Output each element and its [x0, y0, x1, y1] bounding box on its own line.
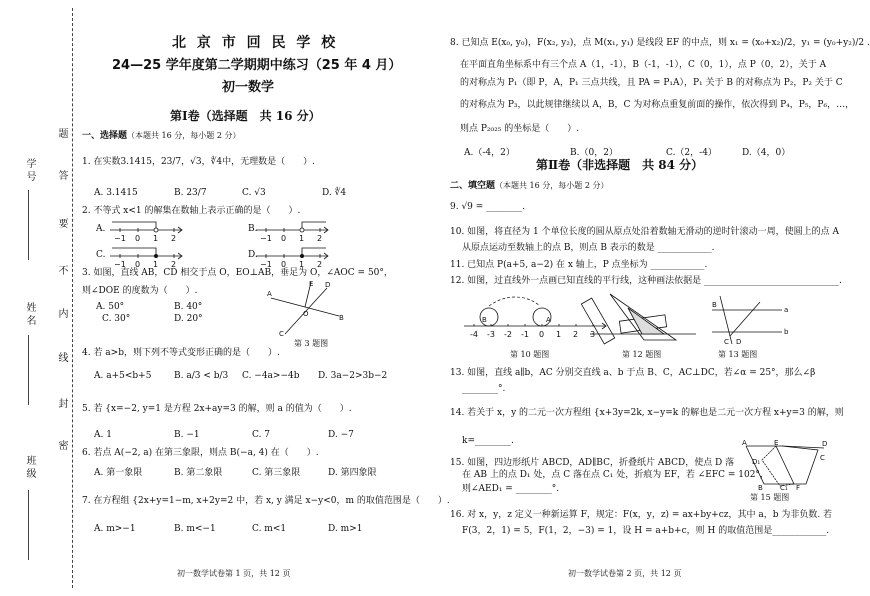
svg-text:B: B — [482, 316, 487, 324]
q2-option-b[interactable]: B. — [248, 224, 258, 234]
svg-text:−1: −1 — [260, 234, 272, 243]
svg-text:O: O — [303, 310, 309, 318]
svg-text:D: D — [822, 440, 828, 448]
q7-option-c[interactable]: C. m<1 — [252, 524, 287, 534]
q2-option-c[interactable]: C. — [96, 250, 106, 260]
svg-text:1: 1 — [299, 234, 305, 243]
seal-char: 要 — [56, 218, 67, 228]
svg-text:C: C — [279, 330, 284, 338]
svg-text:B: B — [339, 314, 344, 322]
q6-option-c[interactable]: C. 第三象限 — [252, 468, 301, 478]
q1-option-a[interactable]: A. 3.1415 — [94, 188, 138, 198]
q6-option-d[interactable]: D. 第四象限 — [328, 468, 377, 478]
svg-text:A: A — [742, 439, 747, 447]
svg-text:D: D — [736, 338, 742, 346]
subject-title: 初一数学 — [222, 80, 275, 95]
q1-option-b[interactable]: B. 23/7 — [174, 188, 207, 198]
q14-line2[interactable]: k=________. — [462, 436, 514, 446]
q15-line2: 在 AB 上的点 D₁ 处，点 C 落在点 C₁ 处，折痕为 EF，若 ∠EFC = 102°， — [462, 470, 769, 480]
q5-option-a[interactable]: A. 1 — [94, 430, 112, 440]
svg-text:C: C — [820, 454, 825, 462]
svg-text:-4: -4 — [470, 330, 478, 339]
q3-option-b[interactable]: B. 40° — [174, 302, 203, 312]
fig13-parallel-lines — [708, 292, 788, 348]
q2-stem: 2. 不等式 x<1 的解集在数轴上表示正确的是（ ）. — [82, 206, 301, 216]
page-1-footer: 初一数学试卷第 1 页，共 12 页 — [177, 569, 291, 578]
svg-text:−1: −1 — [114, 234, 126, 243]
svg-text:0: 0 — [281, 260, 287, 269]
q2-option-d[interactable]: D. — [248, 250, 258, 260]
q11[interactable]: 11. 已知点 P(a+5, a−2) 在 x 轴上，P 点坐标为 ____________. — [450, 260, 708, 270]
q2-option-a[interactable]: A. — [96, 224, 106, 234]
q5-option-c[interactable]: C. 7 — [252, 430, 271, 440]
seal-char: 答 — [56, 170, 67, 180]
q3-stem-line2: 则∠DOE 的度数为（ ）. — [82, 286, 198, 296]
q15-line1: 15. 如图，四边形纸片 ABCD，AD∥BC，折叠纸片 ABCD，使点 D 落 — [450, 458, 735, 468]
page-1 — [82, 0, 450, 596]
svg-text:A: A — [546, 316, 551, 324]
svg-text:1: 1 — [556, 330, 562, 339]
svg-text:A: A — [267, 290, 272, 298]
svg-text:-1: -1 — [521, 330, 529, 339]
q3-option-d[interactable]: D. 20° — [174, 314, 203, 324]
q8-line3: 的对称点为 P₁（即 P，A，P₁ 三点共线，且 PA = P₁A），P₁ 关于 B 的对称点为 P₂，P₂ 关于 C — [460, 78, 843, 88]
binding-margin — [0, 0, 95, 596]
svg-text:E: E — [774, 439, 779, 447]
q3-figure — [267, 278, 347, 340]
q4-option-c[interactable]: C. −4a>−4b — [242, 371, 300, 381]
svg-text:2: 2 — [171, 260, 177, 269]
fig13-caption: 第 13 题图 — [718, 350, 758, 359]
svg-text:C₁: C₁ — [780, 484, 788, 492]
section1-heading: 一、选择题（本题共 16 分，每小题 2 分） — [82, 131, 241, 141]
svg-text:2: 2 — [317, 260, 323, 269]
page-2 — [450, 0, 870, 596]
q7-option-a[interactable]: A. m>−1 — [94, 524, 136, 534]
svg-text:2: 2 — [317, 234, 323, 243]
page-2-footer: 初一数学试卷第 2 页，共 12 页 — [568, 569, 682, 578]
seal-char: 题 — [56, 128, 67, 138]
class-blank[interactable] — [28, 490, 29, 560]
part1-title: 第Ⅰ卷（选择题 共 16 分） — [170, 109, 321, 123]
svg-text:a: a — [784, 306, 789, 314]
fig12-set-square — [590, 290, 700, 348]
svg-text:F: F — [796, 484, 801, 492]
q3-option-c[interactable]: C. 30° — [102, 314, 131, 324]
q5-option-d[interactable]: D. −7 — [328, 430, 354, 440]
student-id-label: 学 号 — [24, 158, 35, 182]
q8-option-d[interactable]: D.（4，0） — [742, 148, 791, 158]
q4-option-b[interactable]: B. a/3 < b/3 — [174, 371, 229, 381]
q15-line3[interactable]: 则∠AED₁ = ________°. — [462, 484, 560, 494]
q5-stem: 5. 若 {x=−2, y=1 是方程 2x+ay=3 的解，则 a 的值为（ ）. — [82, 404, 352, 414]
student-id-blank[interactable] — [28, 190, 29, 260]
svg-text:-2: -2 — [504, 330, 512, 339]
section2-heading: 二、填空题（本题共 16 分，每小题 2 分） — [450, 181, 609, 191]
q1-stem: 1. 在实数3.1415，23/7，√3，∜4中，无理数是（ ）. — [82, 157, 315, 167]
q5-option-b[interactable]: B. −1 — [174, 430, 200, 440]
q3-caption: 第 3 题图 — [294, 339, 329, 348]
q6-option-a[interactable]: A. 第一象限 — [94, 468, 143, 478]
svg-text:1: 1 — [299, 260, 305, 269]
q3-option-a[interactable]: A. 50° — [96, 302, 125, 312]
q7-stem: 7. 在方程组 {2x+y=1−m, x+2y=2 中，若 x, y 满足 x−y<0，m 的取值范围是（ ）. — [82, 496, 450, 506]
q14-line1: 14. 若关于 x，y 的二元一次方程组 {x+3y=2k, x−y=k 的解也是二元一次方程 x+y=3 的解，则 — [450, 408, 844, 418]
q4-option-a[interactable]: A. a+5<b+5 — [94, 371, 152, 381]
q10-line2[interactable]: 从原点运动至数轴上的点 B，则点 B 表示的数是 ____________. — [462, 243, 715, 253]
student-name-label: 姓 名 — [24, 302, 35, 326]
q8-line1: 8. 已知点 E(x₀, y₀)，F(x₂, y₂)，点 M(x₁, y₁) 是线段 EF 的中点，则 x₁ = (x₀+x₂)/2，y₁ = (y₀+y₂)/2 . — [450, 38, 870, 48]
student-name-blank[interactable] — [28, 335, 29, 405]
q1-option-d[interactable]: D. ∜4 — [322, 188, 347, 198]
svg-text:0: 0 — [135, 234, 141, 243]
q8-line5: 则点 P₂₀₂₅ 的坐标是（ ）. — [460, 124, 580, 134]
seal-char: 内 — [56, 308, 67, 318]
svg-text:b: b — [784, 328, 789, 336]
svg-text:0: 0 — [281, 234, 287, 243]
q16-line1: 16. 对 x，y，z 定义一种新运算 F，规定：F(x，y，z) = ax+by+cz，其中 a，b 为非负数. 若 — [450, 510, 833, 520]
q8-option-a[interactable]: A.（-4，2） — [464, 148, 515, 158]
fig15-folded-quadrilateral — [740, 440, 830, 490]
seal-char: 密 — [56, 440, 67, 450]
q2-number-lines — [106, 216, 436, 276]
fig10-caption: 第 10 题图 — [510, 350, 550, 359]
q6-option-b[interactable]: B. 第二象限 — [174, 468, 223, 478]
q4-stem: 4. 若 a>b，则下列不等式变形正确的是（ ）. — [82, 348, 280, 358]
svg-text:D₁: D₁ — [752, 458, 761, 466]
q7-option-b[interactable]: B. m<−1 — [174, 524, 216, 534]
svg-text:−1: −1 — [114, 260, 126, 269]
q1-option-c[interactable]: C. √3 — [242, 188, 266, 198]
q6-stem: 6. 若点 A(−2, a) 在第三象限，则点 B(−a, 4) 在（ ）. — [82, 448, 319, 458]
school-title: 北 京 市 回 民 学 校 — [172, 35, 339, 51]
seal-char: 不 — [56, 265, 67, 275]
svg-text:0: 0 — [539, 330, 545, 339]
q12[interactable]: 12. 如图，过直线外一点画已知直线的平行线，这种画法依据是 ______________________________. — [450, 276, 842, 286]
svg-text:B: B — [712, 301, 717, 309]
fig12-caption: 第 12 题图 — [622, 350, 662, 359]
svg-text:1: 1 — [153, 234, 159, 243]
svg-text:2: 2 — [171, 234, 177, 243]
q13-line1: 13. 如图，直线 a∥b，AC 分别交直线 a、b 于点 B、C，AC⊥DC，若∠α = 25°，那么∠β — [450, 368, 816, 378]
q13-line2[interactable]: ________°. — [462, 384, 506, 394]
q16-line2[interactable]: F(3，2，1) = 5，F(1，2，−3) = 1，设 H = a+b+c，则 H 的取值范围是____________. — [462, 526, 830, 536]
q3-stem-line1: 3. 如图，直线 AB，CD 相交于点 O，EO⊥AB，垂足为 O，∠AOC = 50°， — [82, 268, 393, 278]
seal-char: 封 — [56, 398, 67, 408]
svg-text:2: 2 — [573, 330, 579, 339]
svg-text:3: 3 — [590, 330, 596, 339]
svg-text:-3: -3 — [487, 330, 495, 339]
svg-text:D: D — [325, 281, 331, 289]
svg-text:E: E — [309, 280, 314, 288]
q7-option-d[interactable]: D. m>1 — [328, 524, 363, 534]
seal-line — [72, 8, 73, 588]
q8-line2: 在平面直角坐标系中有三个点 A（1，-1），B（-1，-1），C（0，1），点 P（0，2），关于 A — [460, 60, 827, 70]
q8-line4: 的对称点为 P₃，以此规律继续以 A，B，C 为对称点重复前面的操作，依次得到 P₄，P₅，P₆，…， — [460, 100, 855, 110]
svg-text:0: 0 — [135, 260, 141, 269]
class-label: 班 级 — [24, 455, 35, 479]
q8-option-b[interactable]: B.（0，2） — [570, 148, 618, 158]
seal-char: 线 — [56, 352, 67, 362]
svg-text:−1: −1 — [260, 260, 272, 269]
fig15-caption: 第 15 题图 — [750, 493, 790, 502]
q10-line1: 10. 如图，将直径为 1 个单位长度的圆从原点处沿着数轴无滑动的逆时针滚动一周，使圆上的点 A — [450, 227, 839, 237]
fig10-number-line — [460, 294, 610, 344]
exam-title: 24—25 学年度第二学期期中练习（25 年 4 月） — [112, 58, 402, 73]
q9[interactable]: 9. √9 = ________. — [450, 202, 526, 212]
svg-text:B: B — [758, 484, 763, 492]
svg-text:1: 1 — [153, 260, 159, 269]
svg-text:C: C — [724, 338, 729, 346]
q8-option-c[interactable]: C.（2，-4） — [666, 148, 717, 158]
part2-title: 第Ⅱ卷（非选择题 共 84 分） — [536, 158, 704, 172]
q4-option-d[interactable]: D. 3a−2>3b−2 — [318, 371, 388, 381]
